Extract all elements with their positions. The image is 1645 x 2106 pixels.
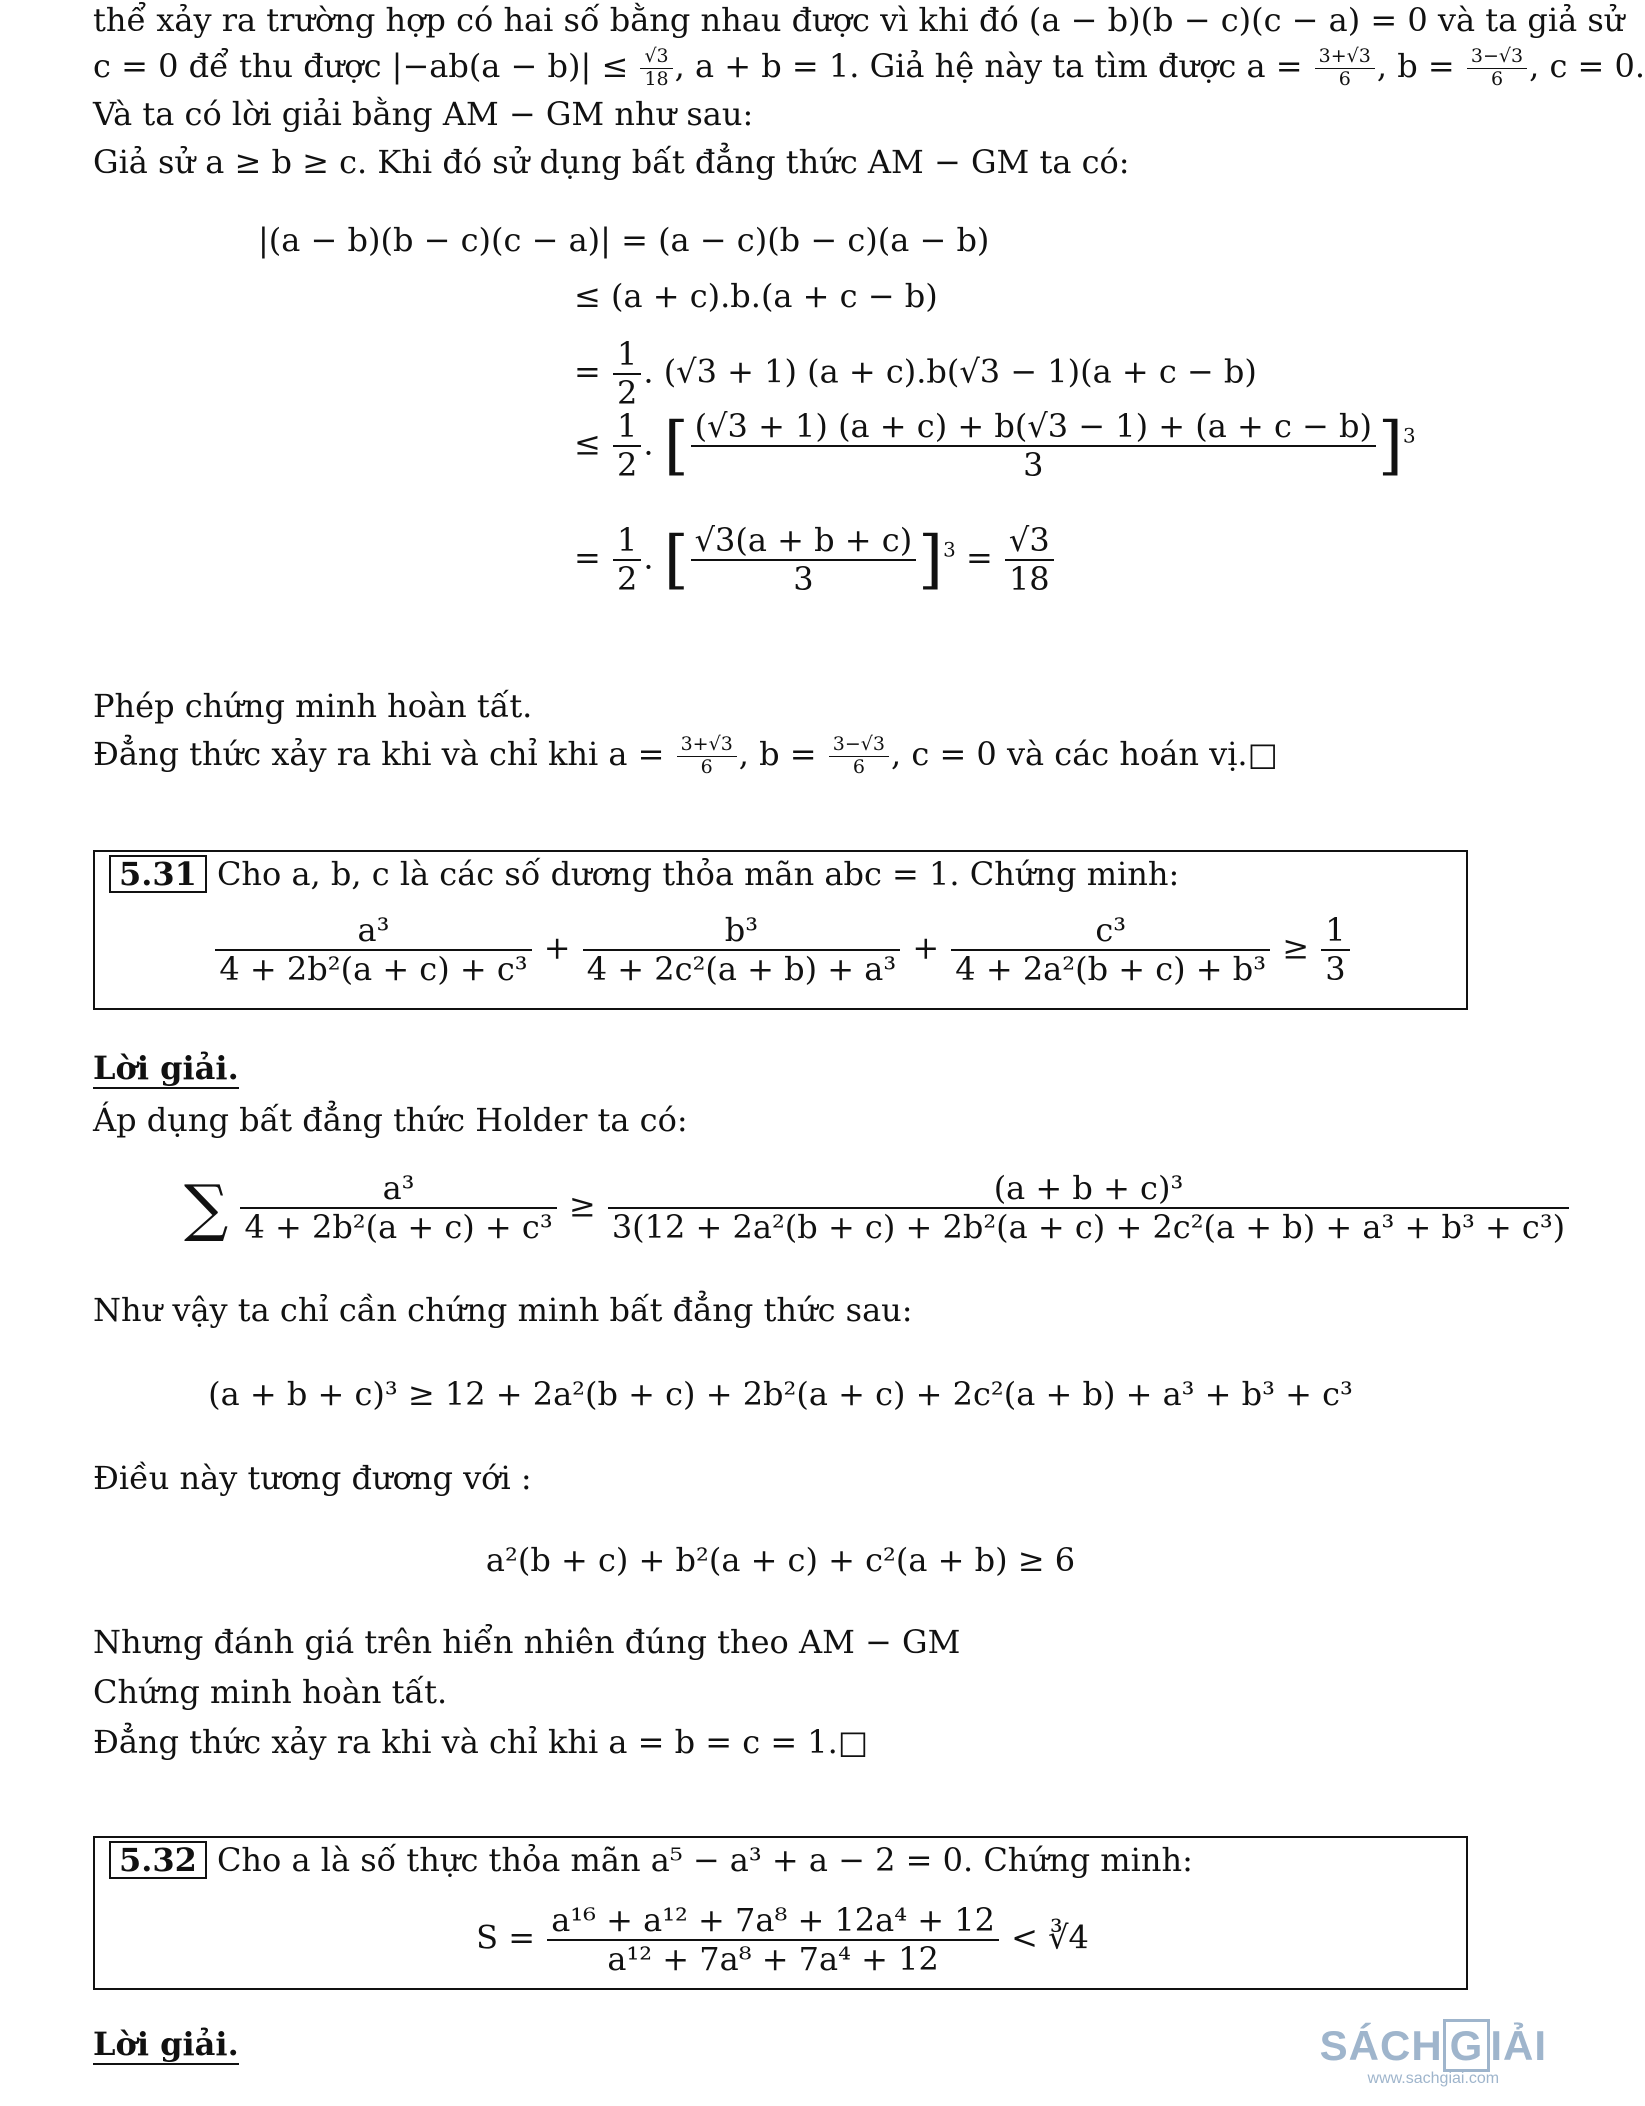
- solution-heading-5-31: [93, 1048, 239, 1088]
- frac-num: 1: [1321, 912, 1349, 951]
- fraction: [1315, 46, 1375, 91]
- solution-line-6: Đẳng thức xảy ra khi và chỉ khi a = b = c = 1.□: [93, 1723, 869, 1761]
- statement-text: Cho a là số thực thỏa mãn a⁵ − a³ + a − 2 = 0. Chứng minh:: [216, 1841, 1193, 1879]
- fraction: [677, 734, 737, 779]
- frac-den: 18: [644, 68, 669, 90]
- text-proof-done: Phép chứng minh hoàn tất.: [93, 687, 533, 725]
- frac-den: 3(12 + 2a²(b + c) + 2b²(a + c) + 2c²(a + b) + a³ + b³ + c³): [611, 1207, 1566, 1246]
- solution-line-2: Như vậy ta chỉ cần chứng minh bất đẳng thức sau:: [93, 1291, 913, 1329]
- frac-den: a¹² + 7a⁸ + 7a⁴ + 12: [607, 1939, 939, 1978]
- frac-den: 18: [1008, 559, 1050, 598]
- problem-box-5-32: [93, 1836, 1468, 1990]
- text-seg: , a + b = 1. Giả hệ này ta tìm được a =: [674, 47, 1303, 85]
- frac-den: 3: [1325, 949, 1346, 988]
- equation-line-4: ≤ $\frac{1}{2}$ . [ $\frac{(√3 + 1) (a + c) + b(√3 - 1) + (a + c - b)}{3}$ ]$^3$: [574, 407, 1416, 484]
- fraction: [583, 912, 900, 988]
- fraction: [691, 522, 917, 598]
- frac-num: 3−√3: [829, 734, 889, 757]
- left-bracket: [: [663, 408, 689, 483]
- fraction: [215, 912, 531, 988]
- problem-formula: [2, 912, 1563, 988]
- plus-sign: +: [912, 928, 940, 967]
- fraction: [640, 46, 672, 91]
- eq-sign: =: [574, 538, 601, 577]
- text-equality: [93, 734, 1278, 779]
- right-bracket: ]: [918, 522, 944, 597]
- fraction: [608, 1170, 1569, 1246]
- problem-number: 5.31: [109, 855, 207, 893]
- text-line-1: thể xảy ra trường hợp có hai số bằng nhau được vì khi đó (a − b)(b − c)(c − a) = 0 và ta giả sử: [93, 1, 1625, 39]
- formula-rhs: < ∛4: [1011, 1918, 1089, 1957]
- exponent: 3: [943, 538, 956, 562]
- frac-den: 3: [793, 559, 814, 598]
- equation-sufficient: (a + b + c)³ ≥ 12 + 2a²(b + c) + 2b²(a + c) + 2c²(a + b) + a³ + b³ + c³: [208, 1375, 1353, 1413]
- frac-num: 3+√3: [677, 734, 737, 757]
- frac-den: 6: [1338, 68, 1351, 90]
- text-seg: , b =: [1376, 47, 1455, 85]
- fraction: [1005, 522, 1054, 598]
- frac-num: a¹⁶ + a¹² + 7a⁸ + 12a⁴ + 12: [547, 1902, 999, 1941]
- equation-line-3: [574, 336, 1257, 412]
- fraction: [613, 336, 641, 412]
- watermark: [1320, 2022, 1547, 2088]
- frac-den: 4 + 2b²(a + c) + c³: [219, 949, 528, 988]
- frac-num: c³: [951, 912, 1270, 951]
- frac-num: √3: [640, 46, 672, 69]
- sum-symbol: ∑: [184, 1170, 229, 1244]
- text-seg: Đẳng thức xảy ra khi và chỉ khi a =: [93, 735, 665, 773]
- formula-lhs: S =: [476, 1918, 536, 1957]
- watermark-url: www.sachgiai.com: [1367, 2070, 1500, 2087]
- fraction: [829, 734, 889, 779]
- solution-line-4: Nhưng đánh giá trên hiển nhiên đúng theo AM − GM: [93, 1623, 961, 1661]
- exponent: 3: [1402, 424, 1416, 448]
- problem-statement: [109, 1840, 1193, 1880]
- heading-text: Lời giải.: [93, 2025, 239, 2063]
- text-line-3: Và ta có lời giải bằng AM − GM như sau:: [93, 95, 754, 133]
- frac-den: 3: [1023, 445, 1044, 484]
- frac-den: 4 + 2b²(a + c) + c³: [244, 1207, 553, 1246]
- frac-num: 1: [613, 336, 641, 375]
- frac-num: √3(a + b + c): [691, 522, 917, 561]
- frac-den: 2: [616, 373, 638, 412]
- frac-den: 4 + 2c²(a + b) + a³: [586, 949, 897, 988]
- geq-sign: ≥: [568, 1186, 596, 1225]
- frac-num: a³: [240, 1170, 556, 1209]
- equation-line-1: |(a − b)(b − c)(c − a)| = (a − c)(b − c)(a − b): [258, 221, 990, 259]
- logo-part: G: [1443, 2019, 1491, 2072]
- text-seg: , b =: [738, 735, 817, 773]
- left-bracket: [: [663, 522, 689, 597]
- right-bracket: ]: [1377, 408, 1403, 483]
- fraction: [1467, 46, 1527, 91]
- frac-den: 2: [616, 445, 638, 484]
- frac-den: 4 + 2a²(b + c) + b³: [955, 949, 1267, 988]
- plus-sign: +: [543, 928, 571, 967]
- problem-number: 5.32: [109, 1841, 207, 1879]
- frac-den: 6: [852, 756, 865, 778]
- geq-sign: ≥: [1282, 928, 1310, 967]
- eq-sign: ≤: [574, 424, 601, 463]
- text-line-4: Giả sử a ≥ b ≥ c. Khi đó sử dụng bất đẳng thức AM − GM ta có:: [93, 143, 1130, 181]
- text-seg: c = 0 để thu được |−ab(a − b)| ≤: [93, 47, 629, 85]
- problem-statement: [109, 854, 1179, 894]
- fraction: [691, 408, 1376, 484]
- equation-equivalent: a²(b + c) + b²(a + c) + c²(a + b) ≥ 6: [485, 1541, 1076, 1579]
- text-line-2: [93, 46, 1645, 91]
- eq-sign: =: [574, 352, 601, 391]
- solution-heading-5-32: [93, 2024, 239, 2064]
- holder-inequality: [184, 1170, 1571, 1246]
- watermark-logo: [1320, 2022, 1547, 2070]
- fraction: [613, 522, 641, 598]
- frac-num: 1: [613, 408, 641, 447]
- fraction: [547, 1902, 999, 1978]
- logo-part: SÁCH: [1319, 2022, 1443, 2069]
- fraction: [951, 912, 1270, 988]
- eq-body: . (√3 + 1) (a + c).b(√3 − 1)(a + c − b): [643, 352, 1257, 391]
- frac-num: a³: [215, 912, 531, 951]
- frac-num: (a + b + c)³: [608, 1170, 1569, 1209]
- fraction: [613, 408, 641, 484]
- frac-num: 3−√3: [1467, 46, 1527, 69]
- frac-den: 2: [616, 559, 638, 598]
- solution-line-3: Điều này tương đương với :: [93, 1459, 532, 1497]
- fraction: [1321, 912, 1349, 988]
- solution-line-1: Áp dụng bất đẳng thức Holder ta có:: [93, 1101, 688, 1139]
- frac-num: √3: [1005, 522, 1054, 561]
- frac-num: (√3 + 1) (a + c) + b(√3 − 1) + (a + c − b): [691, 408, 1376, 447]
- fraction: [240, 1170, 556, 1246]
- equation-line-5: = $\frac{1}{2}$ . [ $\frac{√3(a + b + c)}{3}$ ]$^3$ = $\frac{√3}{18}$: [574, 522, 1056, 598]
- frac-den: 6: [1490, 68, 1504, 90]
- problem-formula: [2, 1902, 1563, 1978]
- frac-num: b³: [583, 912, 900, 951]
- equation-line-2: ≤ (a + c).b.(a + c − b): [574, 277, 938, 315]
- frac-num: 3+√3: [1315, 46, 1375, 69]
- frac-den: 6: [700, 756, 713, 778]
- problem-box-5-31: [93, 850, 1468, 1010]
- statement-text: Cho a, b, c là các số dương thỏa mãn abc = 1. Chứng minh:: [216, 855, 1180, 893]
- text-seg: , c = 0.: [1529, 47, 1645, 85]
- frac-num: 1: [613, 522, 641, 561]
- logo-part: IẢI: [1490, 2022, 1547, 2069]
- solution-line-5: Chứng minh hoàn tất.: [93, 1673, 448, 1711]
- eq-sign: =: [965, 538, 993, 577]
- heading-text: Lời giải.: [93, 1049, 239, 1087]
- text-seg: , c = 0 và các hoán vị.□: [891, 735, 1278, 773]
